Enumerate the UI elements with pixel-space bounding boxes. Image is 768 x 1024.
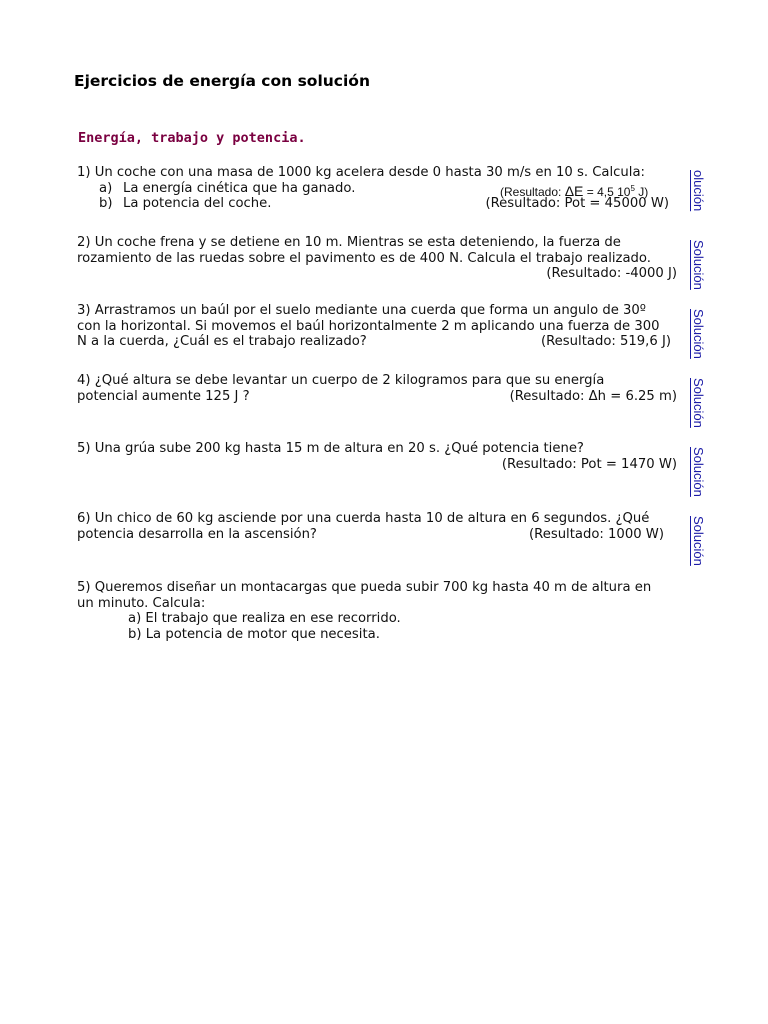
page-title: Ejercicios de energía con solución: [74, 72, 370, 90]
exercise-7-part-a: a) El trabajo que realiza en ese recorrido.: [128, 611, 401, 626]
exercise-4-line-2: [77, 389, 677, 405]
exercise-6-line-2: [77, 527, 677, 543]
part-a-marker: a): [99, 180, 113, 196]
solution-link-5[interactable]: Solución: [691, 447, 706, 497]
exercise-4-result: (Resultado: Δh = 6.25 m): [509, 388, 677, 404]
exercise-5: [77, 441, 677, 472]
solution-link-6[interactable]: Solución: [691, 516, 706, 566]
exercise-5-result: (Resultado: Pot = 1470 W): [501, 456, 677, 472]
exercise-4: [77, 373, 677, 404]
exercise-7-part-b: b) La potencia de motor que necesita.: [128, 626, 380, 642]
result-suffix: J): [634, 184, 649, 199]
result-prefix: (Resultado:: [500, 184, 565, 199]
exercise-3-result: (Resultado: 519,6 J): [540, 334, 671, 349]
exercise-1: [77, 165, 677, 212]
delta-symbol: ΔE: [564, 182, 584, 199]
exercise-7: [77, 580, 677, 642]
exercise-2-result-line: [77, 266, 677, 282]
exercise-6: [77, 511, 677, 542]
exercise-2-line-2: rozamiento de las ruedas sobre el pavimento es de 400 N. Calcula el trabajo realizado.: [77, 250, 651, 266]
exercise-2-result: (Resultado: -4000 J): [546, 266, 677, 281]
result-value: = 4,5 10: [583, 184, 631, 199]
solution-link-2[interactable]: Solución: [691, 240, 706, 290]
exercise-4-line-1: 4) ¿Qué altura se debe levantar un cuerpo de 2 kilogramos para que su energía: [77, 373, 605, 388]
exercise-3-line-2: con la horizontal. Si movemos el baúl horizontalmente 2 m aplicando una fuerza de 300: [77, 318, 660, 334]
result-exponent: 5: [630, 183, 635, 193]
part-b-marker: b): [99, 196, 113, 211]
exercise-7-line-2: un minuto. Calcula:: [77, 595, 206, 611]
exercise-6-line-1: 6) Un chico de 60 kg asciende por una cuerda hasta 10 de altura en 6 segundos. ¿Qué: [77, 511, 650, 526]
exercise-5-line-1: 5) Una grúa sube 200 kg hasta 15 m de altura en 20 s. ¿Qué potencia tiene?: [77, 441, 584, 456]
exercise-1-part-b: [77, 196, 677, 212]
exercise-3-line-3: [77, 334, 677, 350]
exercise-1-part-a: [77, 181, 677, 197]
exercise-4-line-2-text: potencial aumente 125 J ?: [77, 388, 250, 404]
exercise-5-result-line: [77, 457, 677, 473]
part-b-text: La potencia del coche.: [123, 196, 272, 211]
exercise-3-line-3-text: N a la cuerda, ¿Cuál es el trabajo realizado?: [77, 334, 367, 349]
exercise-1-statement: 1) Un coche con una masa de 1000 kg acelera desde 0 hasta 30 m/s en 10 s. Calcula:: [77, 165, 645, 180]
part-a-text: La energía cinética que ha ganado.: [123, 180, 356, 196]
section-heading: Energía, trabajo y potencia.: [78, 130, 306, 146]
solution-link-1[interactable]: olución: [691, 170, 706, 212]
exercise-6-result: (Resultado: 1000 W): [529, 526, 664, 542]
exercise-7-line-1: 5) Queremos diseñar un montacargas que pueda subir 700 kg hasta 40 m de altura en: [77, 580, 652, 595]
exercise-2-line-1: 2) Un coche frena y se detiene en 10 m. Mientras se esta deteniendo, la fuerza de: [77, 235, 621, 250]
exercise-1-part-b-result: (Resultado: Pot = 45000 W): [485, 196, 669, 211]
exercise-6-line-2-text: potencia desarrolla en la ascensión?: [77, 526, 317, 542]
exercise-3: [77, 303, 677, 350]
exercise-3-line-1: 3) Arrastramos un baúl por el suelo mediante una cuerda que forma un angulo de 30º: [77, 303, 647, 318]
solution-link-3[interactable]: Solución: [691, 309, 706, 359]
exercise-2: [77, 235, 677, 282]
solution-link-4[interactable]: Solución: [691, 378, 706, 428]
